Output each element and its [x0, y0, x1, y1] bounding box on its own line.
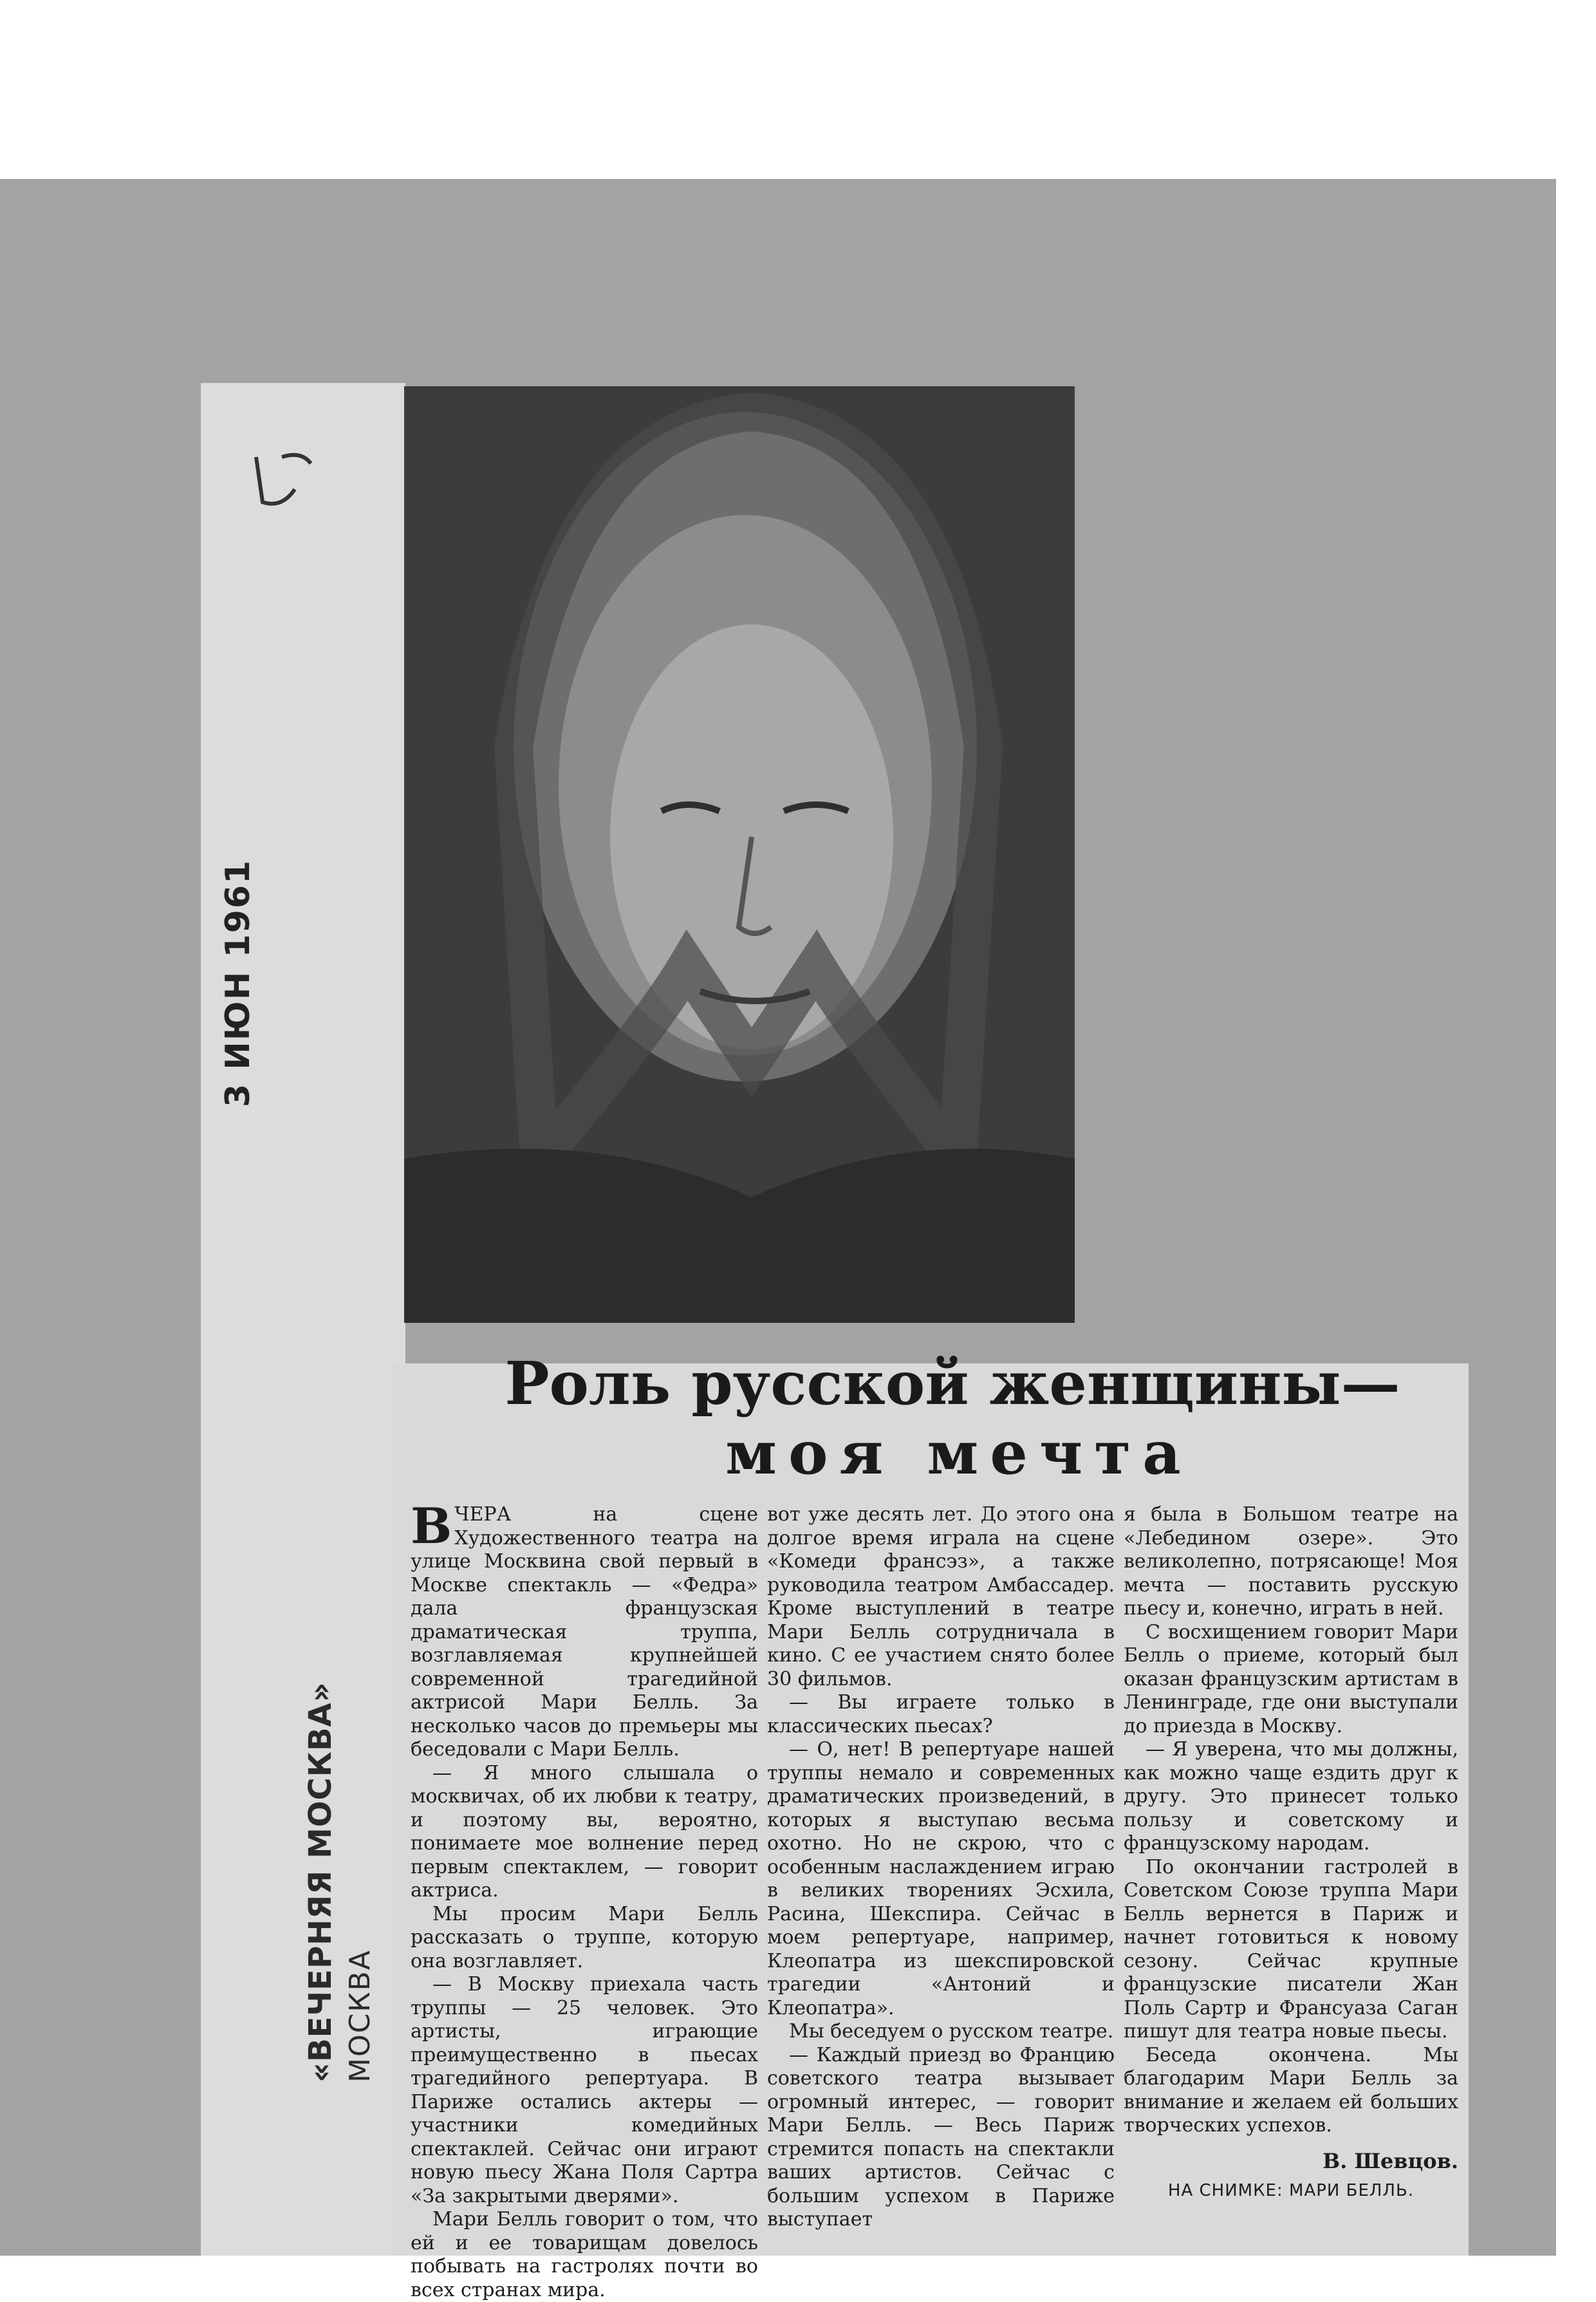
paragraph: Мы беседуем о русском театре. — [789, 2020, 1114, 2043]
portrait-photo — [404, 386, 1075, 1323]
headline-line-1: Роль русской женщины— — [505, 1349, 1400, 1418]
paragraph: я была в Большом театре на «Лебедином озере». Это великолепно, потрясающе! Моя мечта — поставить русскую пьесу и, конечно, играть в ней. — [1124, 1503, 1458, 1620]
newspaper-name: «ВЕЧЕРНЯЯ МОСКВА» — [302, 1681, 339, 2082]
portrait-illustration — [404, 386, 1075, 1323]
paragraph: По окончании гастролей в Советском Союзе труппа Мари Белль вернется в Париж и начнет готовиться к новому сезону. Сейчас крупные французские писатели Жан Поль Сартр и Франсуаза Саган пишут для театра новые пьесы. — [1124, 1855, 1458, 2043]
date-stamp: 3 ИЮН 1961 — [219, 859, 257, 1107]
article-column-1 — [411, 1497, 758, 2302]
paragraph: Мари Белль говорит о том, что ей и ее товарищам довелось побывать на гастролях почти во всех странах мира. — [411, 2208, 758, 2301]
paragraph: — О, нет! В репертуаре нашей труппы немало и современных драматических произведений, в которых я выступаю весьма охотно. Но не скрою, что с особенным наслаждением играю в великих творениях Эсхила, Расина, Шекспира. Сейчас в моем репертуаре, например, Клеопатра из шекспировской трагедии «Антоний и Клеопатра». — [767, 1738, 1115, 2019]
article-headline — [412, 1349, 1454, 1488]
paragraph: Беседа окончена. Мы благодарим Мари Белль за внимание и желаем ей больших творческих успехов. — [1124, 2043, 1458, 2137]
drop-cap: В — [411, 1497, 452, 1555]
paragraph: — Я уверена, что мы должны, как можно чаще ездить друг к другу. Это принесет только пользу и советскому и французскому народам. — [1124, 1738, 1458, 1855]
paragraph: вот уже десять лет. До этого она долгое время играла на сцене «Комеди франсэз», а также руководила театром Амбассадер. Кроме выступлений в театре Мари Белль сотрудничала в кино. С ее участием снято более 30 фильмов. — [767, 1503, 1115, 1690]
paragraph: — В Москву приехала часть труппы — 25 человек. Это артисты, играющие преимущественно в пьесах трагедийного репертуара. В Париже остались актеры — участники комедийных спектаклей. Сейчас они играют новую пьесу Жана Поля Сартра «За закрытыми дверями». — [411, 1973, 758, 2207]
handwritten-mark — [243, 444, 320, 515]
paragraph: — Каждый приезд во Францию советского театра вызывает огромный интерес, — говорит Мари Белль. — Весь Париж стремится попасть на спектакли ваших артистов. Сейчас с большим успехом в Париже выступает — [767, 2043, 1115, 2231]
article-column-2 — [767, 1503, 1115, 2232]
photo-caption: НА СНИМКЕ: МАРИ БЕЛЛЬ. — [1167, 2181, 1415, 2200]
headline-line-2: моя мечта — [725, 1418, 1192, 1488]
source-stamp — [302, 1681, 376, 2082]
newspaper-city: МОСКВА — [344, 1949, 376, 2082]
paragraph: С восхищением говорит Мари Белль о приеме, который был оказан французским артистам в Ленинграде, где они выступали до приезда в Москву. — [1124, 1620, 1458, 1737]
article-column-3 — [1124, 1503, 1458, 2203]
author-signature: В. Шевцов. — [1322, 2148, 1458, 2173]
paragraph: ВЧЕРА на сцене Художественного театра на улице Москвина свой первый в Москве спектакль — «Федра» дала французская драматическая труппа, возглавляемая крупнейшей современной трагедийной актрисой Мари Белль. За несколько часов до премьеры мы беседовали с Мари Белль. — [411, 1497, 758, 1761]
paragraph: — Я много слышала о москвичах, об их любви к театру, и поэтому вы, вероятно, понимаете мое волнение перед первым спектаклем, — говорит актриса. — [411, 1761, 758, 1902]
paragraph: — Вы играете только в классических пьесах? — [767, 1691, 1115, 1737]
paragraph: Мы просим Мари Белль рассказать о труппе, которую она возглавляет. — [411, 1902, 758, 1972]
